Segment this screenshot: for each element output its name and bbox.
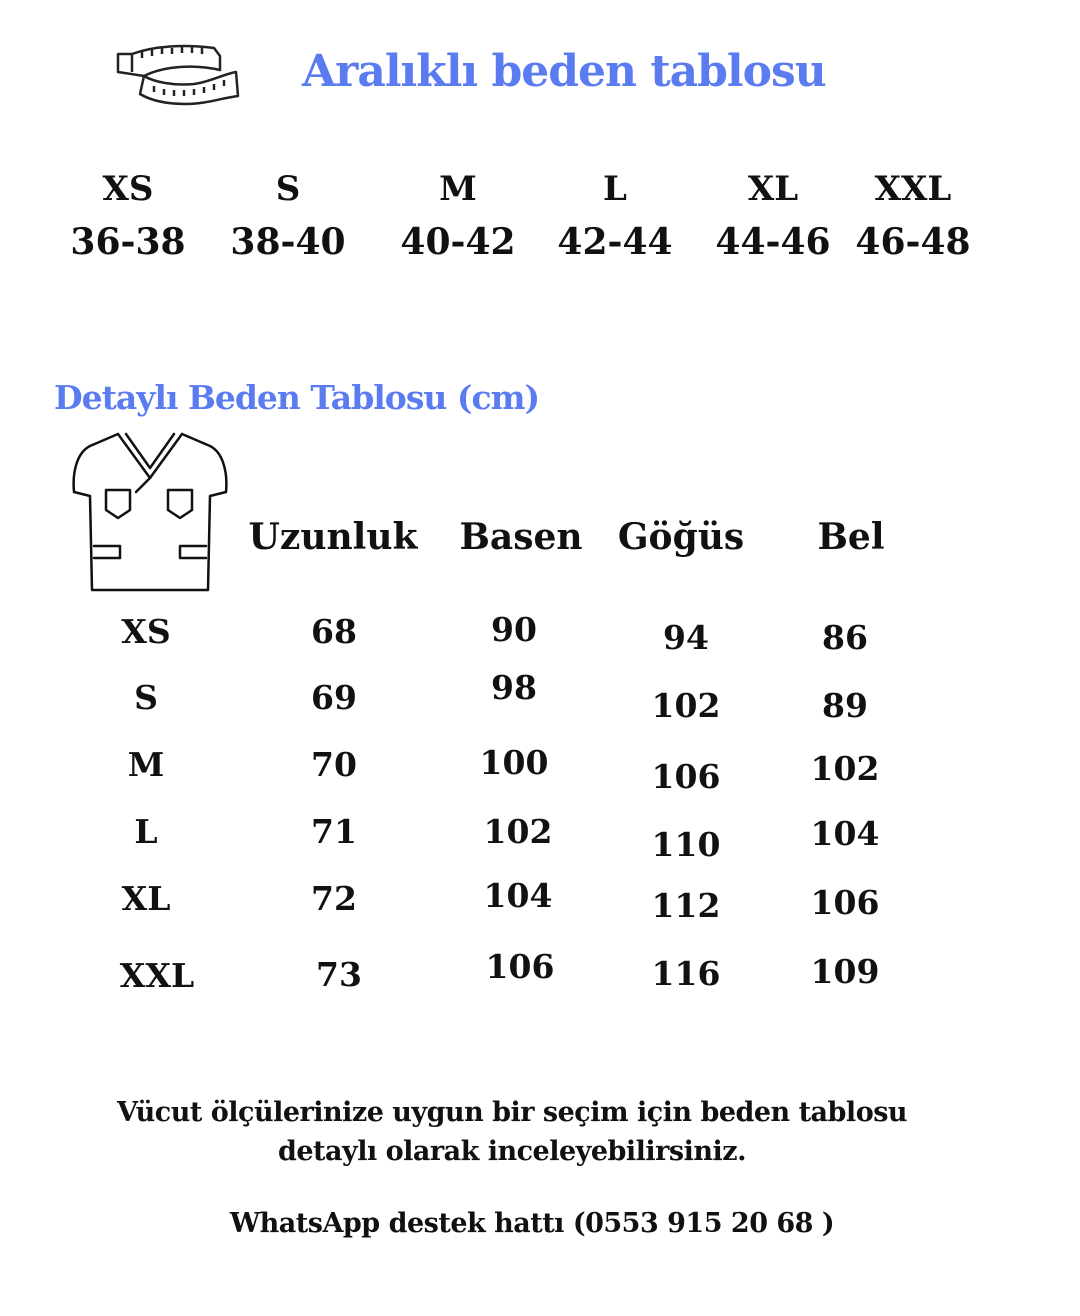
size-range: 46-48 bbox=[855, 221, 971, 263]
cell-waist: 102 bbox=[810, 749, 880, 788]
cell-hip: 90 bbox=[491, 610, 537, 649]
size-range: 36-38 bbox=[70, 221, 186, 263]
size-label: M bbox=[439, 169, 477, 209]
range-column bbox=[388, 169, 528, 263]
column-header-hip: Basen bbox=[459, 516, 583, 558]
range-column bbox=[703, 169, 843, 263]
row-size-label: S bbox=[134, 678, 158, 717]
cell-hip: 100 bbox=[479, 743, 549, 782]
cell-chest: 116 bbox=[651, 954, 721, 993]
cell-hip: 102 bbox=[483, 812, 553, 851]
size-range: 38-40 bbox=[230, 221, 346, 263]
column-header-chest: Göğüs bbox=[617, 516, 745, 558]
cell-hip: 104 bbox=[483, 876, 553, 915]
cell-waist: 104 bbox=[810, 814, 880, 853]
cell-hip: 106 bbox=[485, 947, 555, 986]
cell-hip: 98 bbox=[491, 668, 537, 707]
footer-text-line2: detaylı olarak inceleyebilirsiniz. bbox=[278, 1136, 746, 1167]
row-size-label: XXL bbox=[119, 956, 195, 995]
range-column bbox=[58, 169, 198, 263]
footer-text-line1: Vücut ölçülerinize uygun bir seçim için beden tablosu bbox=[116, 1097, 908, 1128]
row-size-label: XS bbox=[121, 612, 171, 651]
whatsapp-support-text: WhatsApp destek hattı (0553 915 20 68 ) bbox=[229, 1208, 835, 1239]
column-header-waist: Bel bbox=[817, 516, 885, 558]
cell-chest: 110 bbox=[651, 825, 721, 864]
scrub-top-icon bbox=[70, 430, 230, 598]
size-label: XL bbox=[747, 169, 799, 209]
page-title: Aralıklı beden tablosu bbox=[302, 46, 826, 97]
row-size-label: M bbox=[127, 745, 165, 784]
row-size-label: L bbox=[134, 812, 158, 851]
row-size-label: XL bbox=[121, 879, 171, 918]
size-label: S bbox=[275, 169, 301, 209]
cell-length: 70 bbox=[311, 745, 357, 784]
range-column bbox=[545, 169, 685, 263]
size-label: L bbox=[603, 169, 627, 209]
cell-length: 68 bbox=[311, 612, 357, 651]
size-range: 42-44 bbox=[557, 221, 673, 263]
cell-length: 73 bbox=[316, 955, 362, 994]
cell-chest: 112 bbox=[651, 886, 721, 925]
cell-length: 69 bbox=[311, 678, 357, 717]
size-range: 44-46 bbox=[715, 221, 831, 263]
cell-chest: 94 bbox=[663, 618, 709, 657]
cell-waist: 86 bbox=[822, 618, 868, 657]
range-column bbox=[218, 169, 358, 263]
cell-length: 72 bbox=[311, 879, 357, 918]
cell-chest: 106 bbox=[651, 757, 721, 796]
range-column bbox=[843, 169, 983, 263]
cell-waist: 109 bbox=[810, 952, 880, 991]
cell-waist: 106 bbox=[810, 883, 880, 922]
detail-title: Detaylı Beden Tablosu (cm) bbox=[54, 378, 540, 417]
size-label: XS bbox=[102, 169, 154, 209]
size-label: XXL bbox=[874, 169, 952, 209]
measuring-tape-icon bbox=[114, 42, 242, 110]
size-range: 40-42 bbox=[400, 221, 516, 263]
column-header-length: Uzunluk bbox=[248, 516, 418, 558]
cell-waist: 89 bbox=[822, 686, 868, 725]
cell-chest: 102 bbox=[651, 686, 721, 725]
cell-length: 71 bbox=[311, 812, 357, 851]
